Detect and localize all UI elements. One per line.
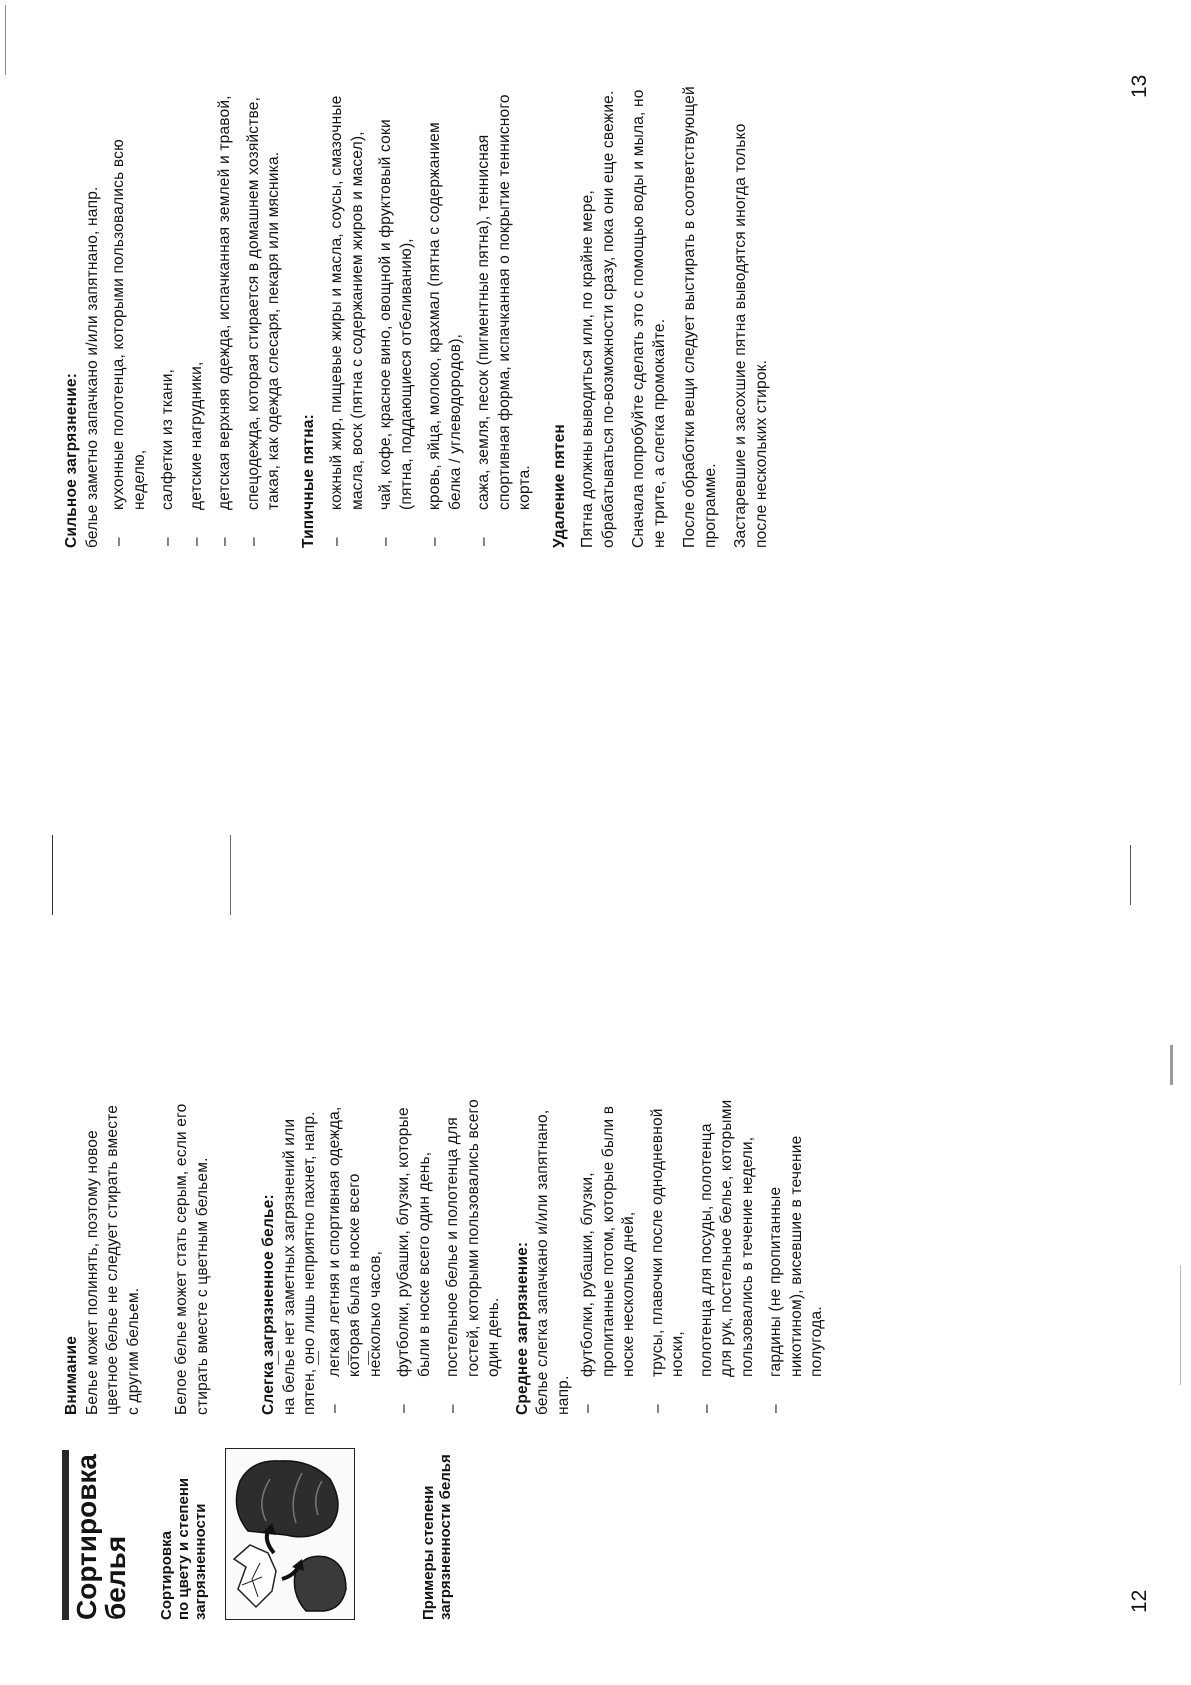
attention-title: Внимание (63, 1335, 80, 1415)
list-item: – кухонные полотенца, которыми пользовались всю неделю, (109, 78, 150, 548)
removal-paragraph: Застаревшие и засохшие пятна выводятся иногда только после нескольких стирок. (732, 123, 770, 548)
heavy-title: Сильное загрязнение: (63, 372, 80, 548)
side-heading-line: загрязненности (192, 1503, 209, 1620)
list-item: – кровь, яйца, молоко, крахмал (пятна с содержанием белка / углеводородов), (425, 78, 466, 548)
heavy-block (62, 78, 103, 548)
list-item: – кожный жир, пищевые жиры и масла, соусы, смазочные масла, воск (пятна с содержанием жиров и масел), (327, 78, 368, 548)
medium-block (513, 1095, 575, 1415)
title-bar (62, 1450, 69, 1620)
list-item: – постельное белье и полотенца для гостей, которыми пользовались всего один день. (443, 1095, 505, 1415)
light-title: Слегка загрязненное белье: (260, 1194, 277, 1415)
list-item: – трусы, плавочки после однодневной носки, (648, 1095, 689, 1415)
list-item: – салфетки из ткани, (158, 78, 179, 548)
removal-title: Удаление пятен (550, 424, 568, 548)
list-item: – сажа, земля, песок (пигментные пятна), теннисная спортивная форма, испачканная о покрытие теннисного корта. (474, 78, 536, 548)
list-item: – футболки, рубашки, блузки, которые были в носке всего один день, (394, 1095, 435, 1415)
laundry-sorting-icon (226, 1449, 354, 1619)
attention-block (62, 1095, 144, 1415)
list-item: – полотенца для посуды, полотенца для рук, постельное белье, которыми пользовались в течение недели, (697, 1095, 759, 1415)
scan-speck (1170, 1045, 1173, 1085)
page-number-13: 13 (1128, 74, 1151, 98)
list-item: – футболки, рубашки, блузки, пропитанные потом, которые были в носке несколько дней, (578, 1095, 640, 1415)
list-item: – чай, кофе, красное вино, овощной и фруктовый соки (пятна, поддающиеся отбеливанию), (376, 78, 417, 548)
stains-title: Типичные пятна: (299, 414, 317, 548)
side-heading-sorting (158, 1478, 209, 1620)
list-item: – легкая летняя и спортивная одежда, которая была в носке всего несколько часов, (325, 1095, 387, 1415)
removal-paragraph: Пятна должны выводиться или, по крайне мере, обрабатываться по-возможности сразу, пока они еще свежие. (579, 90, 617, 548)
side-heading-examples (420, 1454, 454, 1620)
stains-list (327, 78, 536, 548)
white-laundry-text: Белое белье может стать серым, если его стирать вместе с цветным бельем. (173, 1103, 211, 1415)
light-text: на белье нет заметных загрязнений или пятен, оно лишь неприятно пахнет, напр. (280, 1111, 318, 1415)
stains-block (299, 78, 320, 548)
side-heading-line: загрязненности белья (437, 1454, 454, 1620)
list-item: – спецодежда, которая стирается в домашнем хозяйстве, такая, как одежда слесаря, пекаря или мясника. (244, 78, 285, 548)
medium-text: белье слегка запачкано и/или запятнано, напр. (534, 1109, 572, 1415)
removal-paragraph: Сначала попробуйте сделать это с помощью воды и мыла, но не трите, а слегка промокайте. (630, 89, 668, 548)
list-item: – детские нагрудники, (187, 78, 208, 548)
left-text-column (62, 1095, 836, 1415)
title-line-1: Сортировка (71, 1454, 102, 1620)
binding-line (52, 835, 53, 915)
scan-edge-line (5, 5, 6, 75)
light-list (325, 1095, 505, 1415)
list-item: – детская верхняя одежда, испачканная землей и травой, (215, 78, 236, 548)
scan-speck (1180, 1265, 1181, 1385)
heavy-text: белье заметно запачкано и/или запятнано, напр. (83, 186, 101, 548)
list-item: – гардины (не пропитанные никотином), висевшие в течение полугода. (766, 1095, 828, 1415)
right-text-column (62, 78, 782, 548)
binding-line (1130, 845, 1131, 905)
side-heading-line: Примеры степени (420, 1485, 437, 1620)
side-heading-line: по цвету и степени (175, 1477, 192, 1620)
title-line-2: белья (100, 1535, 131, 1620)
attention-text: Белье может полинять, поэтому новое цветное белье не следует стирать вместе с другим бельем. (83, 1104, 142, 1415)
medium-list (578, 1095, 828, 1415)
light-block (259, 1095, 321, 1415)
binding-line (230, 835, 231, 915)
medium-title: Среднее загрязнение: (513, 1241, 531, 1415)
removal-block (550, 78, 571, 548)
page-title (72, 1454, 130, 1620)
laundry-sorting-illustration (225, 1448, 355, 1620)
removal-paragraph: После обработки вещи следует выстирать в соответствующей программе. (681, 86, 719, 548)
side-heading-line: Сортировка (158, 1531, 175, 1620)
page-number-12: 12 (1128, 1589, 1151, 1613)
heavy-list (109, 78, 285, 548)
page-12 (0, 843, 1191, 1685)
